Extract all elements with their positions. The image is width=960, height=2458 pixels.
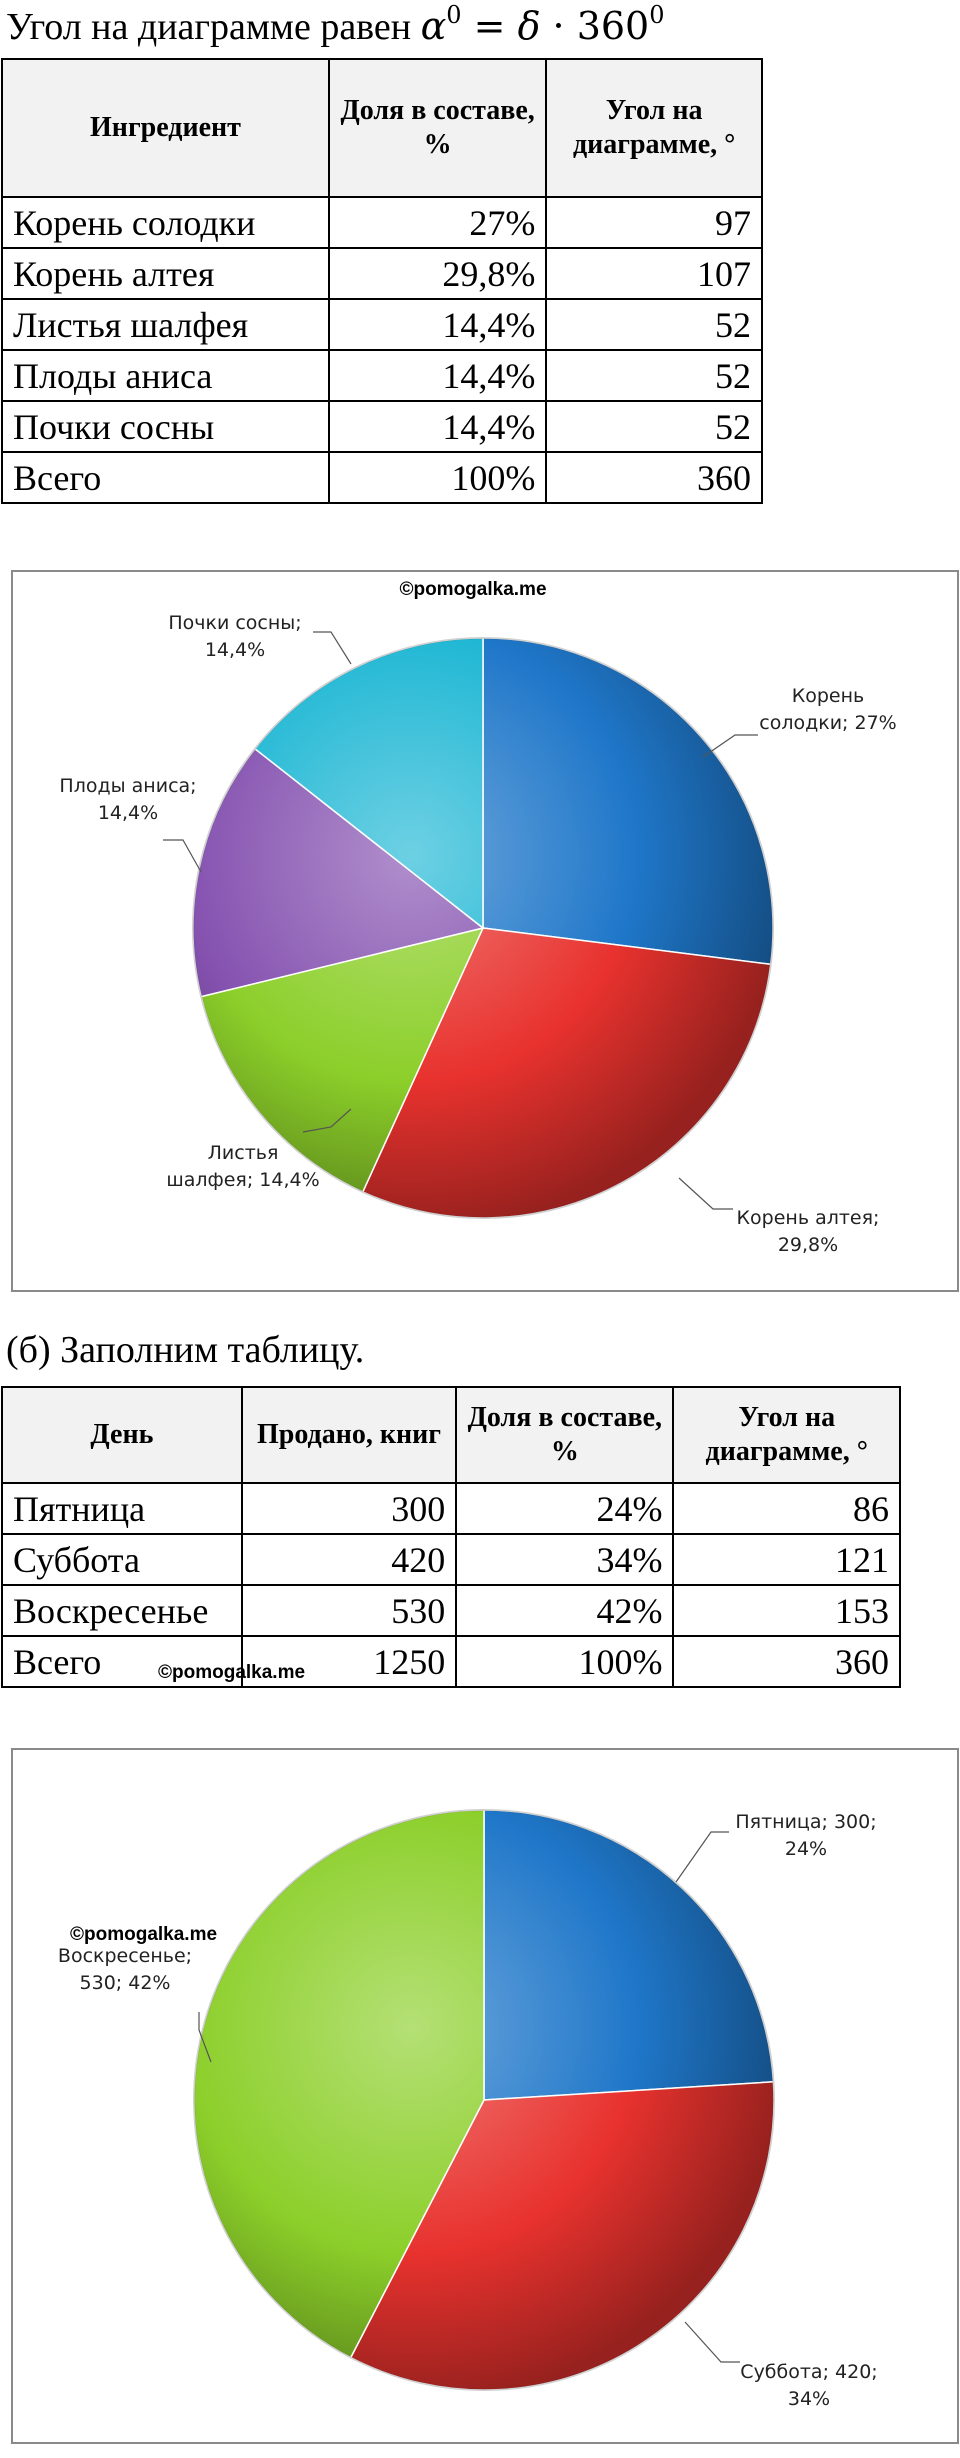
table-cell: Почки сосны — [2, 401, 329, 452]
table-cell: Корень алтея — [2, 248, 329, 299]
table-cell: 29,8% — [329, 248, 546, 299]
slice-label: Корень алтея; 29,8% — [736, 1207, 880, 1256]
pie-chart-ingredients-svg — [13, 572, 957, 1290]
table-cell: 14,4% — [329, 350, 546, 401]
table-header-cell: Угол на диаграмме, ° — [546, 59, 762, 197]
books-table — [1, 1386, 901, 1688]
table-cell: 153 — [673, 1585, 900, 1636]
pie-chart-books — [11, 1748, 959, 2444]
table-row — [2, 1636, 900, 1687]
table-cell: 420 — [242, 1534, 456, 1585]
formula-dot: · — [540, 4, 577, 48]
pie-slice — [484, 1810, 773, 2100]
table-cell: 300 — [242, 1483, 456, 1534]
slice-label: Корень солодки; 27% — [759, 685, 897, 734]
angle-formula — [420, 1, 665, 48]
formula-alpha: α — [420, 4, 447, 48]
pie-slice — [483, 638, 773, 964]
table-row — [2, 1483, 900, 1534]
table-row — [2, 1534, 900, 1585]
slice-label: Пятница; 300; 24% — [735, 1811, 877, 1860]
table-cell: 27% — [329, 197, 546, 248]
table-cell: 100% — [329, 452, 546, 503]
table-cell: 14,4% — [329, 299, 546, 350]
table-header-cell: Доля в составе, % — [329, 59, 546, 197]
ingredients-table — [1, 58, 763, 504]
table-row — [2, 350, 762, 401]
table-cell: 360 — [673, 1636, 900, 1687]
table-cell: 14,4% — [329, 401, 546, 452]
table-cell: 42% — [456, 1585, 673, 1636]
table-cell: Всего — [2, 1636, 242, 1687]
table-header-cell: День — [2, 1387, 242, 1483]
table-watermark: ©pomogalka.me — [158, 1662, 306, 1683]
table-cell: 86 — [673, 1483, 900, 1534]
table-cell: Пятница — [2, 1483, 242, 1534]
table-cell: 34% — [456, 1534, 673, 1585]
table-cell: Воскресенье — [2, 1585, 242, 1636]
label-leader-line — [679, 1178, 733, 1209]
table-cell: Листья шалфея — [2, 299, 329, 350]
formula-num-sup: 0 — [649, 1, 665, 29]
slice-label: Воскресенье; 530; 42% — [57, 1945, 193, 1994]
slice-label: Плоды аниса; 14,4% — [59, 775, 197, 824]
heading-a-text: Угол на диаграмме равен — [6, 6, 421, 48]
table-header-row — [2, 59, 762, 197]
heading-a — [6, 1, 665, 49]
table-cell: 52 — [546, 299, 762, 350]
slice-label: Листья шалфея; 14,4% — [166, 1142, 320, 1191]
table-header-row — [2, 1387, 900, 1483]
label-leader-line — [676, 1832, 729, 1882]
formula-eq: = — [461, 4, 518, 48]
table-row — [2, 401, 762, 452]
label-leader-line — [313, 632, 351, 664]
heading-b: (б) Заполним таблицу. — [6, 1329, 365, 1371]
label-leader-line — [685, 2322, 740, 2362]
table-row — [2, 299, 762, 350]
table-row — [2, 197, 762, 248]
table-cell: 52 — [546, 401, 762, 452]
table-header-cell: Ингредиент — [2, 59, 329, 197]
pie-chart-ingredients — [11, 570, 959, 1292]
formula-delta: δ — [517, 4, 541, 48]
table-cell: 530 — [242, 1585, 456, 1636]
table-header-cell: Угол на диаграмме, ° — [673, 1387, 900, 1483]
chart-watermark: ©pomogalka.me — [70, 1924, 218, 1945]
formula-alpha-sup: 0 — [446, 1, 462, 29]
table-cell: 107 — [546, 248, 762, 299]
table-row — [2, 452, 762, 503]
table-row — [2, 248, 762, 299]
chart-watermark: ©pomogalka.me — [399, 579, 547, 600]
table-cell: Корень солодки — [2, 197, 329, 248]
table-cell: 1250 — [242, 1636, 456, 1687]
table-cell: 360 — [546, 452, 762, 503]
table-cell: Суббота — [2, 1534, 242, 1585]
table-cell: 52 — [546, 350, 762, 401]
table-row — [2, 1585, 900, 1636]
label-leader-line — [163, 840, 201, 872]
table-cell: Плоды аниса — [2, 350, 329, 401]
pie-chart-books-svg — [13, 1750, 957, 2442]
table-header-cell: Продано, книг — [242, 1387, 456, 1483]
table-header-cell: Доля в составе, % — [456, 1387, 673, 1483]
slice-label: Суббота; 420; 34% — [740, 2361, 878, 2410]
table-cell: 100% — [456, 1636, 673, 1687]
table-cell: Всего — [2, 452, 329, 503]
table-cell: 24% — [456, 1483, 673, 1534]
slice-label: Почки сосны; 14,4% — [168, 612, 302, 661]
formula-num: 360 — [576, 4, 650, 48]
table-cell: 121 — [673, 1534, 900, 1585]
table-cell: 97 — [546, 197, 762, 248]
